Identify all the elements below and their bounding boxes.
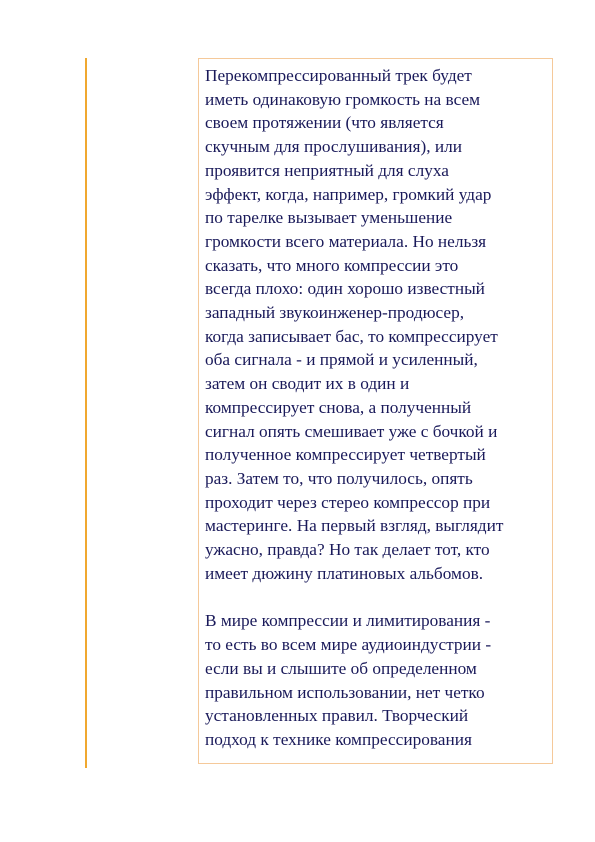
text-line: правильном использовании, нет четко <box>205 682 485 702</box>
text-line: эффект, когда, например, громкий удар <box>205 184 492 204</box>
text-line: Перекомпрессированный трек будет <box>205 66 472 85</box>
text-line: подход к технике компрессирования <box>205 729 472 749</box>
text-line: всегда плохо: один хорошо известный <box>205 279 485 299</box>
text-line: ужасно, правда? Но так делает тот, кто <box>205 540 490 560</box>
paragraph-1 <box>205 64 548 585</box>
text-line: сигнал опять смешивает уже с бочкой и <box>205 421 498 441</box>
text-line: иметь одинаковую громкость на всем <box>205 89 481 109</box>
text-line: В мире компрессии и лимитирования - <box>205 611 491 631</box>
text-line: скучным для прослушивания), или <box>205 137 462 157</box>
text-line: компрессирует снова, а полученный <box>205 397 472 417</box>
text-line: сказать, что много компрессии это <box>205 255 459 275</box>
text-line: когда записывает бас, то компрессирует <box>205 326 498 346</box>
text-line: имеет дюжину платиновых альбомов. <box>205 563 484 583</box>
paragraph-2 <box>205 609 548 751</box>
text-line: затем он сводит их в один и <box>205 374 410 394</box>
text-line: оба сигнала - и прямой и усиленный, <box>205 350 478 370</box>
text-line: если вы и слышите об определенном <box>205 658 477 678</box>
margin-rule <box>85 58 87 768</box>
text-line: проявится неприятный для слуха <box>205 160 449 180</box>
text-line: мастеринге. На первый взгляд, выглядит <box>205 516 504 536</box>
text-line: полученное компрессирует четвертый <box>205 445 486 465</box>
text-line: проходит через стерео компрессор при <box>205 492 491 512</box>
text-line: установленных правил. Творческий <box>205 706 469 726</box>
text-frame <box>198 58 553 764</box>
text-line: западный звукоинженер-продюсер, <box>205 303 465 323</box>
text-line: то есть во всем мире аудиоиндустрии - <box>205 635 492 655</box>
text-line: раз. Затем то, что получилось, опять <box>205 468 473 488</box>
text-line: громкости всего материала. Но нельзя <box>205 231 487 251</box>
text-line: по тарелке вызывает уменьшение <box>205 208 453 228</box>
text-line: своем протяжении (что является <box>205 113 444 133</box>
